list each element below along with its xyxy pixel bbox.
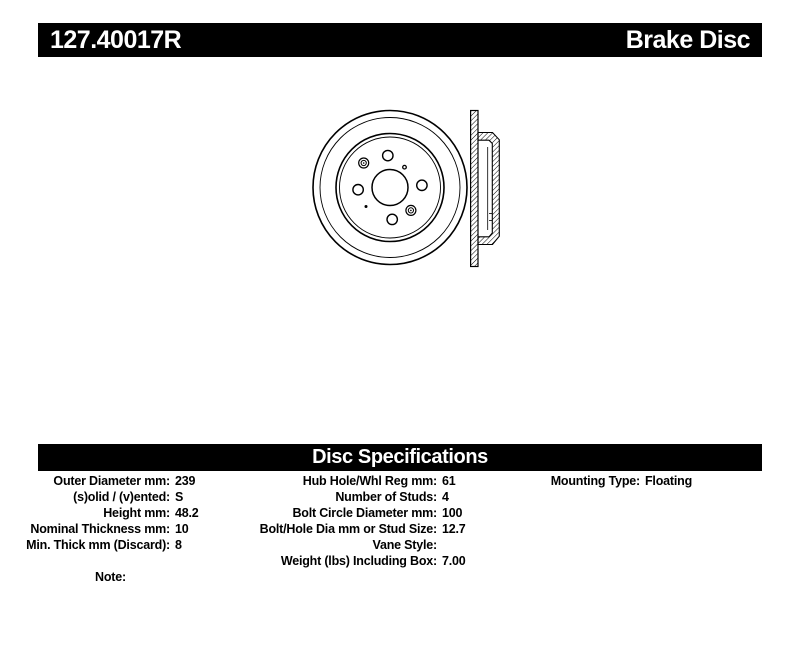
spec-label: Nominal Thickness mm: [30,521,170,536]
part-number: 127.40017R [50,25,182,54]
spec-value: Floating [645,474,693,488]
note-label: Note: [95,570,126,584]
center-hub-hole [372,170,408,206]
spec-row [237,554,527,570]
spec-value: S [175,489,184,504]
spec-row [237,490,527,506]
brake-disc-front-view [313,111,467,265]
spec-label: Min. Thick mm (Discard): [26,537,170,552]
spec-value: 239 [175,474,196,488]
spec-row [530,474,765,490]
stud-holes [353,150,427,224]
spec-section-title: Disc Specifications [312,446,488,468]
spec-value: 100 [442,505,463,520]
spec-section-header [38,444,762,471]
spec-label: (s)olid / (v)ented: [73,489,170,504]
spec-row [237,538,527,554]
disc-ring-section [471,111,478,267]
spec-value: 61 [442,474,456,488]
spec-value: 7.00 [442,553,466,568]
brake-disc-cross-section-view [471,111,500,267]
spec-label: Outer Diameter mm: [53,474,170,488]
spec-label: Mounting Type: [550,474,640,488]
spec-value: 8 [175,537,182,552]
spec-label: Bolt Circle Diameter mm: [292,505,437,520]
balance-mark [365,205,368,208]
product-type-title: Brake Disc [625,25,750,54]
spec-value: 4 [442,489,449,504]
spec-value: 48.2 [175,505,199,520]
spec-value: 10 [175,521,189,536]
spec-label: Weight (lbs) Including Box: [280,553,437,568]
spec-label: Number of Studs: [335,489,437,504]
technical-drawing [295,95,525,285]
spec-label: Hub Hole/Whl Reg mm: [302,474,437,488]
hat-section [478,133,499,245]
spec-column-right [530,474,765,490]
spec-label: Vane Style: [372,537,437,552]
spec-label: Bolt/Hole Dia mm or Stud Size: [259,521,437,536]
spec-row [237,506,527,522]
spec-row [237,474,527,490]
spec-label: Height mm: [103,505,170,520]
balance-mark [403,165,407,169]
spec-value: 12.7 [442,521,466,536]
spec-row [237,522,527,538]
header-bar [38,23,762,57]
spec-column-middle [237,474,527,569]
